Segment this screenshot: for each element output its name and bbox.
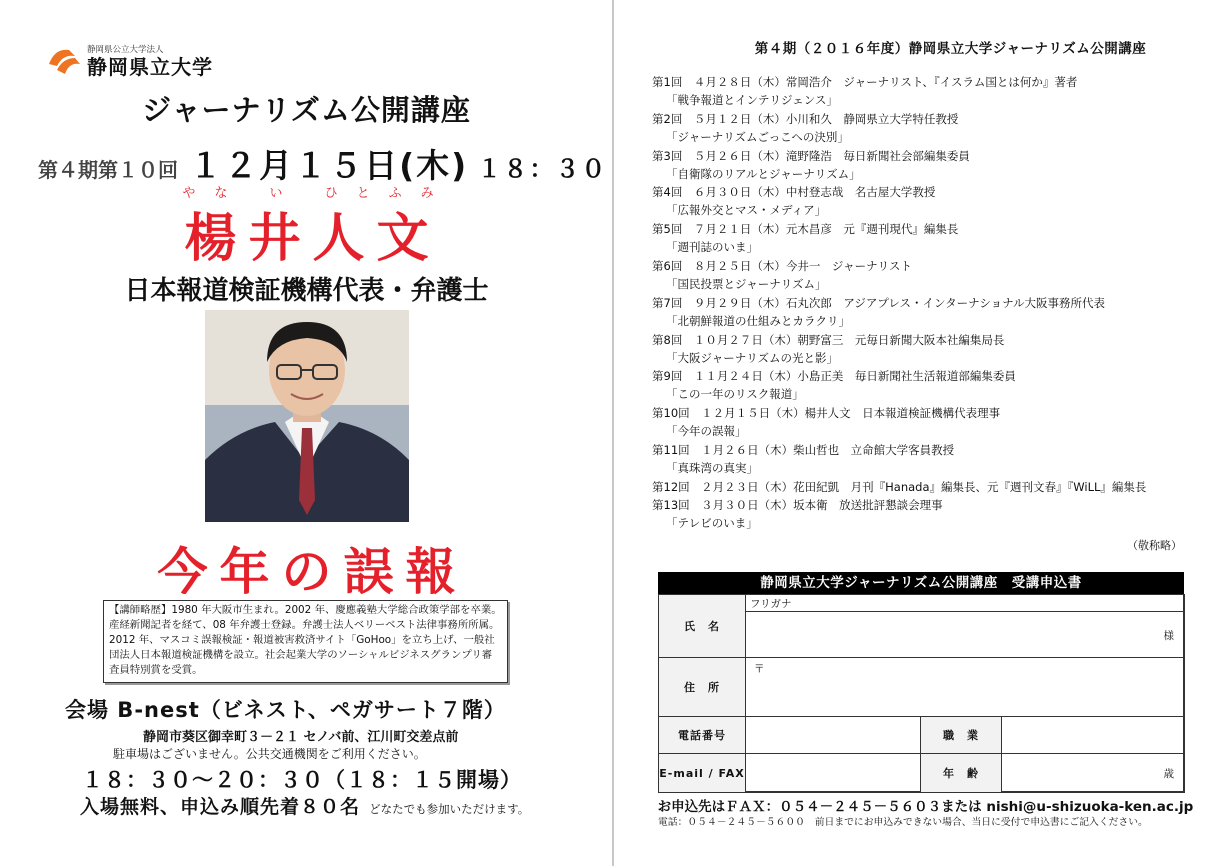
application-contact: お申込先はＦＡＸ：０５４－２４５－５６０３または nishi@u-shizuoka-ken.ac.jp [657,799,1194,815]
logo-subtitle: 静岡県公立大学法人 [87,44,164,55]
schedule-item: 第2回 ５月１２日（木）小川和久 静岡県立大学特任教授 「ジャーナリズムごっこへの決別」 [652,111,959,144]
schedule-item: 第10回 １２月１５日（木）楊井人文 日本報道検証機構代表理事 「今年の誤報」 [652,406,1001,439]
admission-note: どなたでも参加いただけます。 [369,802,530,816]
admission-info [80,792,529,819]
furigana-label: フリガナ [750,598,792,610]
schedule-item: 第11回 １月２６日（木）柴山哲也 立命館大学客員教授 「真珠湾の真実」 [652,442,955,475]
session-number: 第４期第１０回 [38,158,178,182]
schedule-page [613,0,1226,866]
age-label: 年 齢 [920,753,1002,793]
speaker-photo [205,310,409,522]
event-date-line [38,140,607,187]
schedule-item: 第7回 ９月２９日（木）石丸次郎 アジアプレス・インターナショナル大阪事務所代表 「北朝鮮報道の仕組みとカラクリ」 [652,295,1106,328]
address-label: 住 所 [658,657,746,717]
phone-field[interactable] [745,716,921,754]
schedule-item: 第1回 ４月２８日（木）常岡浩介 ジャーナリスト、『イスラム国とは何か』著者 「戦争報道とインテリジェンス」 [652,75,1078,107]
phone-note: 電話：０５４－２４５－５６００ 前日までにお申込みできない場合、当日に受付で申込書にご記入ください。 [658,817,1148,828]
schedule-item: 第6回 ８月２５日（木）今井一 ジャーナリスト 「国民投票とジャーナリズム」 [652,258,912,291]
schedule-item: 第12回 ２月２３日（木）花田紀凱 月刊『Hanada』編集長、元『週刊文春』『WiLL』編集長 [652,479,1147,494]
name-label: 氏 名 [658,594,746,658]
schedule-item: 第5回 ７月２１日（木）元木昌彦 元『週刊現代』編集長 「週刊誌のいま」 [652,222,959,255]
furigana-field[interactable] [745,594,1185,612]
email-label: E-mail / FAX [658,753,746,793]
age-unit: 歳 [1163,768,1174,780]
postal-mark: 〒 [754,663,765,675]
honorific-note: （敬称略） [1127,539,1182,552]
event-time: １８：３０ [477,155,608,183]
phone-label: 電話番号 [658,716,746,754]
speaker-title: 日本報道検証機構代表・弁護士 [124,276,489,306]
speaker-name-reading: やな い ひとふみ [182,186,453,201]
event-date: １２月１５日(木) [189,146,469,185]
parking-note: 駐車場はございません。公共交通機関をご利用ください。 [113,747,426,761]
occupation-field[interactable] [1001,716,1185,754]
series-title: ジャーナリズム公開講座 [142,93,471,127]
name-field[interactable] [745,611,1185,658]
speaker-biography: 【講師略歴】1980 年大阪市生まれ。2002 年、慶應義塾大学総合政策学部を卒業。産経新聞記者を経て、08 年弁護士登録。弁護士法人ベリーベスト法律事務所所属。2012 年、マスコミ誤報検証・報道被害救済サイト「GoHoo」を立ち上げ、一般社団法人日本報道検証機構を設立。社会起業大学のソーシャルビジネスグランプリ審査員特別賞を受賞。 [103,600,508,683]
venue: 会場 B-nest（ビネスト、ペガサート７階） [65,698,506,722]
schedule-item: 第13回 ３月３０日（木）坂本衛 放送批評懇談会理事 「テレビのいま」 [652,498,943,531]
admission-main: 入場無料、申込み順先着８０名 [80,796,361,818]
speaker-name: 楊井人文 [184,209,441,269]
logo-title: 静岡県立大学 [87,54,213,79]
sama-label: 様 [1163,630,1174,642]
schedule-heading: 第４期（２０１６年度）静岡県立大学ジャーナリズム公開講座 [754,41,1147,57]
schedule-list [652,73,1212,533]
application-form [658,594,1184,792]
email-field[interactable] [745,753,921,793]
schedule-item: 第3回 ５月２６日（木）滝野隆浩 毎日新聞社会部編集委員 「自衛隊のリアルとジャーナリズム」 [652,148,970,181]
occupation-label: 職 業 [920,716,1002,754]
schedule-item: 第8回 １０月２７日（木）朝野富三 元毎日新聞大阪本社編集局長 「大阪ジャーナリズムの光と影」 [652,332,1005,365]
logo-mark-icon [45,44,83,78]
venue-address: 静岡市葵区御幸町３－２１ セノバ前、江川町交差点前 [143,730,459,745]
schedule-item: 第4回 ６月３０日（木）中村登志哉 名古屋大学教授 「広報外交とマス・メディア」 [652,185,936,218]
university-logo [45,44,213,78]
event-hours: １８：３０～２０：３０（１８：１５開場） [82,768,522,792]
address-field[interactable] [745,657,1185,717]
lecture-title: 今年の誤報 [157,543,468,601]
application-form-title: 静岡県立大学ジャーナリズム公開講座 受講申込書 [658,572,1184,594]
schedule-item: 第9回 １１月２４日（木）小島正美 毎日新聞社生活報道部編集委員 「この一年のリスク報道」 [652,369,1016,402]
age-field[interactable] [1001,753,1185,793]
